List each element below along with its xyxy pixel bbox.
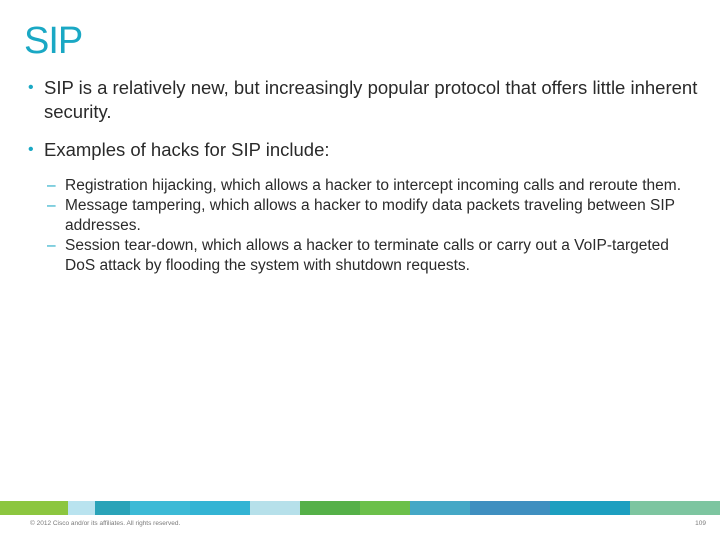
footer-color-segment xyxy=(630,501,720,515)
bullet-marker: • xyxy=(28,141,34,158)
sub-bullet-item xyxy=(47,196,698,236)
slide-title: SIP xyxy=(24,20,83,62)
bullet-item xyxy=(28,76,698,124)
sub-bullet-marker: – xyxy=(47,237,56,254)
sub-bullet-item xyxy=(47,176,698,196)
copyright-notice: © 2012 Cisco and/or its affiliates. All rights reserved. xyxy=(30,520,181,527)
footer-color-segment xyxy=(68,501,95,515)
sub-bullet-text: Session tear-down, which allows a hacker to terminate calls or carry out a VoIP-targeted DoS attack by flooding the system with shutdown requests. xyxy=(65,237,669,274)
footer-color-segment xyxy=(190,501,250,515)
footer-color-segment xyxy=(300,501,360,515)
sub-bullet-text: Message tampering, which allows a hacker to modify data packets traveling between SIP addresses. xyxy=(65,197,675,234)
footer-color-segment xyxy=(410,501,470,515)
sub-bullet-list xyxy=(28,176,698,276)
sub-bullet-item xyxy=(47,236,698,276)
sub-bullet-marker: – xyxy=(47,197,56,214)
sub-bullet-text: Registration hijacking, which allows a hacker to intercept incoming calls and reroute them. xyxy=(65,177,681,194)
footer-color-segment xyxy=(130,501,190,515)
footer-color-segment xyxy=(0,501,68,515)
footer-color-segment xyxy=(250,501,300,515)
bullet-text: SIP is a relatively new, but increasingly popular protocol that offers little inherent security. xyxy=(44,77,698,122)
bullet-marker: • xyxy=(28,79,34,96)
page-number: 109 xyxy=(695,520,706,527)
bullet-text: Examples of hacks for SIP include: xyxy=(44,139,330,160)
footer-color-segment xyxy=(360,501,410,515)
footer-color-segment xyxy=(470,501,550,515)
footer-color-bar xyxy=(0,501,720,515)
slide-content xyxy=(28,76,698,276)
sub-bullet-marker: – xyxy=(47,177,56,194)
footer-color-segment xyxy=(95,501,130,515)
footer-color-segment xyxy=(550,501,630,515)
bullet-item xyxy=(28,138,698,162)
